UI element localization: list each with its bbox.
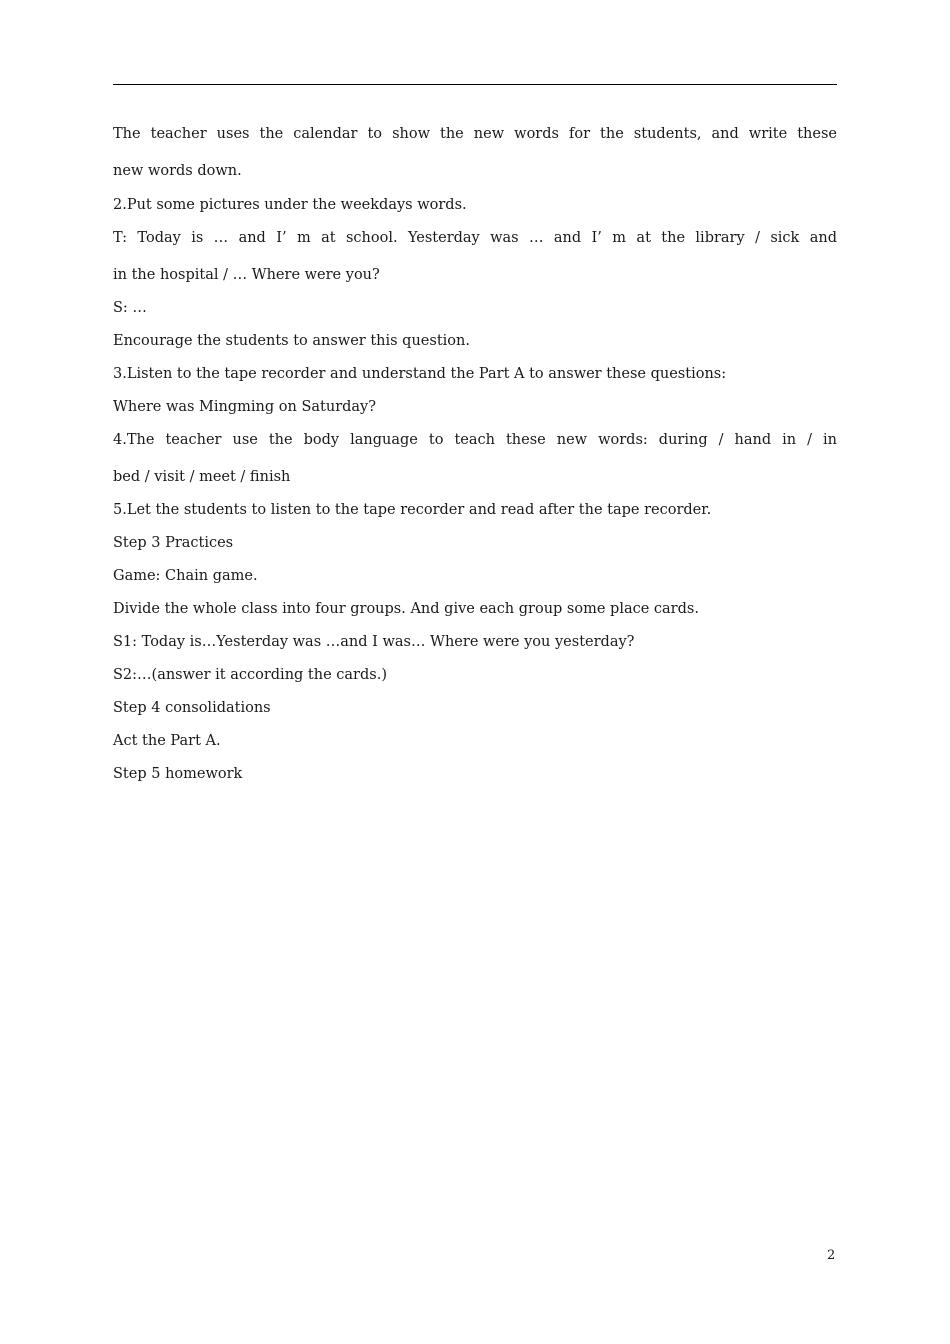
text-line: 4.The teacher use the body language to teach these new words: during / hand in / in (113, 432, 837, 448)
page-number: 2 (827, 1248, 836, 1263)
text-line: T: Today is … and I’ m at school. Yesterday was … and I’ m at the library / sick and (113, 230, 837, 246)
text-line: S1: Today is…Yesterday was …and I was… Where were you yesterday? (113, 634, 635, 650)
header-rule (113, 84, 837, 85)
text-line: S2:…(answer it according the cards.) (113, 667, 387, 683)
text-line: 2.Put some pictures under the weekdays words. (113, 197, 467, 213)
text-line: 5.Let the students to listen to the tape recorder and read after the tape recorder. (113, 502, 712, 518)
text-line: new words down. (113, 163, 242, 179)
text-line: Act the Part A. (113, 733, 221, 749)
text-line: 3.Listen to the tape recorder and understand the Part A to answer these questions: (113, 366, 727, 382)
text-line: Step 5 homework (113, 766, 243, 782)
text-line: Encourage the students to answer this question. (113, 333, 470, 349)
text-line: The teacher uses the calendar to show the new words for the students, and write these (113, 126, 837, 142)
text-line: Game: Chain game. (113, 568, 258, 584)
body-text (113, 124, 837, 784)
text-line: S: … (113, 300, 147, 316)
text-line: Step 3 Practices (113, 535, 234, 551)
text-line: bed / visit / meet / finish (113, 469, 291, 485)
text-line: Step 4 consolidations (113, 700, 271, 716)
text-line: in the hospital / … Where were you? (113, 267, 380, 283)
text-line: Divide the whole class into four groups. And give each group some place cards. (113, 601, 699, 617)
text-line: Where was Mingming on Saturday? (113, 399, 377, 415)
